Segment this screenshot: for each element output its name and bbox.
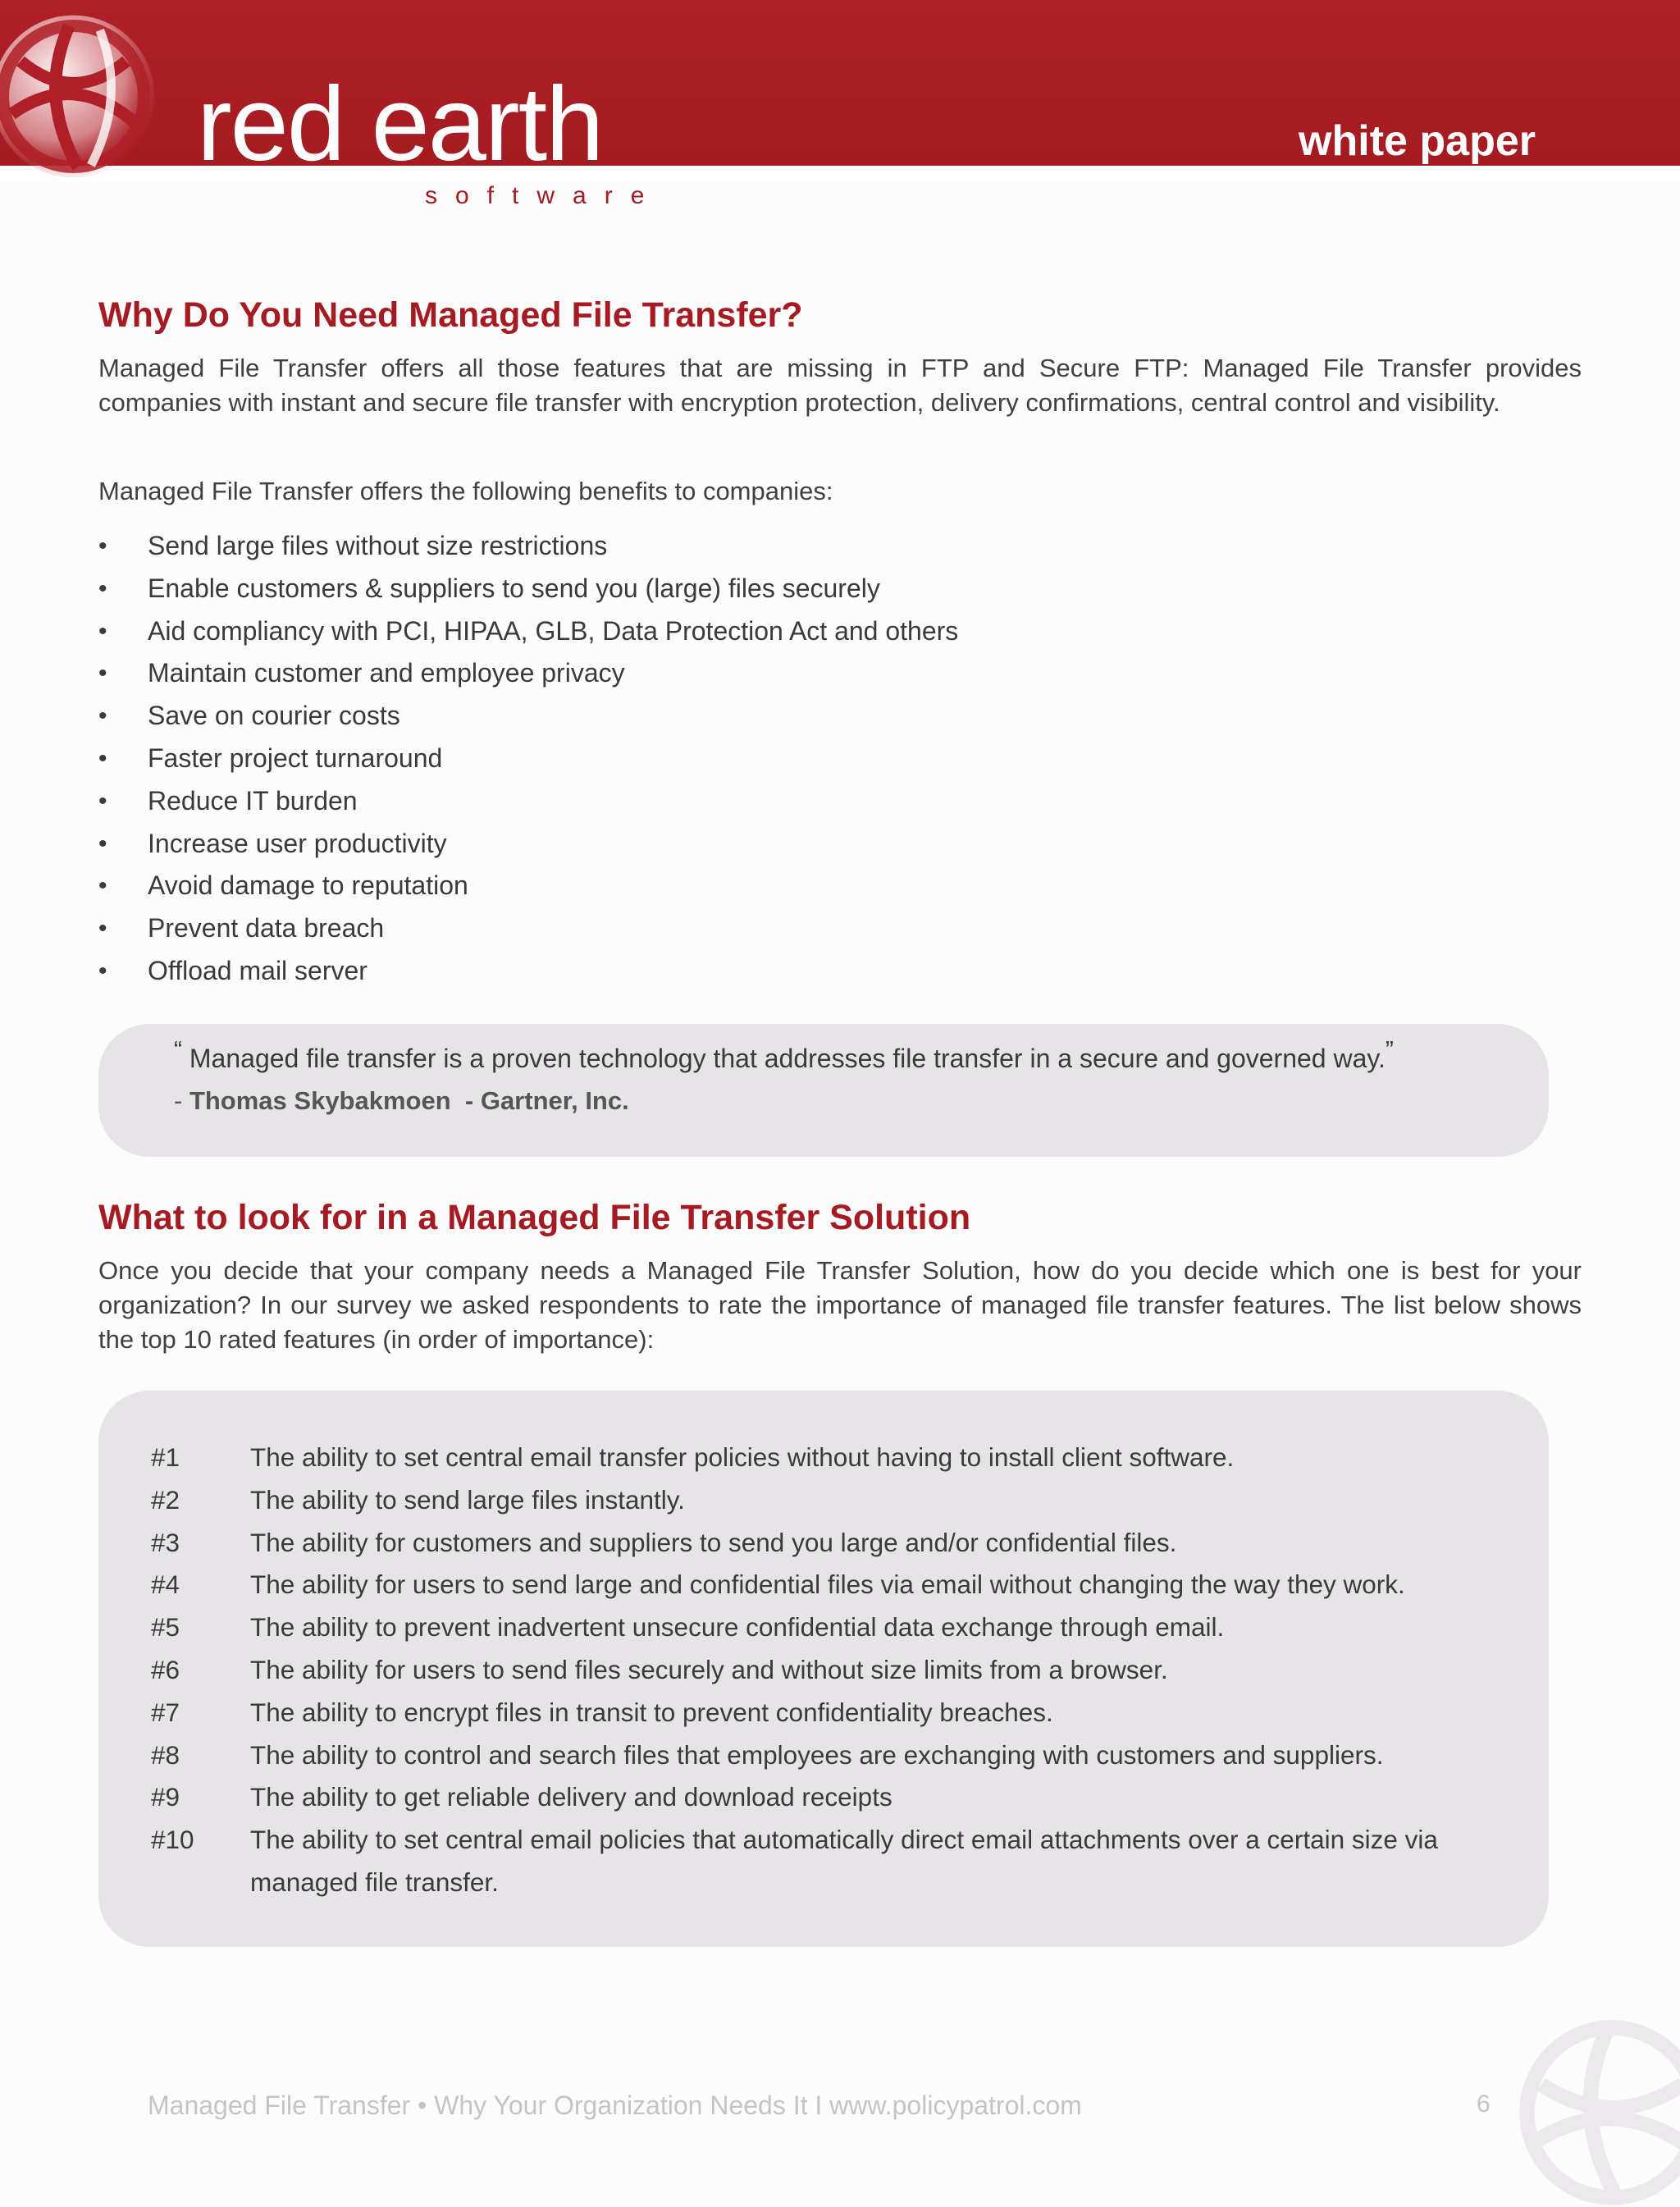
list-item: • Save on courier costs: [98, 695, 1247, 738]
feature-rank: #10: [151, 1819, 194, 1862]
feature-rank: #2: [151, 1479, 180, 1522]
list-item: • Send large files without size restrictions: [98, 525, 1247, 568]
quote-callout: [98, 1024, 1549, 1157]
bullet-icon: •: [98, 823, 107, 866]
list-item: [151, 1692, 1513, 1734]
section2-intro-paragraph: Once you decide that your company needs a Managed File Transfer Solution, how do you decide which one is best for your organization? In our survey we asked respondents to rate the importance of managed file transfer features. The list below shows the top 10 rated features (in order of importance):: [98, 1254, 1582, 1357]
footer-globe-watermark-icon: [1518, 2018, 1680, 2207]
bullet-icon: •: [98, 525, 107, 568]
feature-text: The ability to set central email transfer policies without having to install client software.: [250, 1437, 1513, 1479]
close-quote-mark: ”: [1386, 1036, 1394, 1063]
list-item: • Reduce IT burden: [98, 780, 1247, 823]
bullet-icon: •: [98, 652, 107, 695]
brand-name: red earth: [197, 72, 602, 177]
list-item: • Maintain customer and employee privacy: [98, 652, 1247, 695]
quote-attribution: - Thomas Skybakmoen - Gartner, Inc.: [174, 1086, 629, 1116]
list-item: • Avoid damage to reputation: [98, 865, 1247, 907]
feature-rank: #7: [151, 1692, 180, 1734]
benefits-intro-paragraph: Managed File Transfer offers the following benefits to companies:: [98, 474, 1582, 509]
bullet-icon: •: [98, 695, 107, 738]
quote-text: “ Managed file transfer is a proven technology that addresses file transfer in a secure and governed way.”: [174, 1044, 1394, 1074]
list-item: [151, 1437, 1513, 1479]
globe-logo-icon: [0, 8, 162, 185]
bullet-icon: •: [98, 780, 107, 823]
feature-rank: #6: [151, 1649, 180, 1692]
feature-text: The ability to set central email policies that automatically direct email attachments over a certain size via managed file transfer.: [250, 1819, 1464, 1904]
footer-text: Managed File Transfer • Why Your Organization Needs It I www.policypatrol.com: [148, 2090, 1082, 2121]
list-item: • Increase user productivity: [98, 823, 1247, 866]
list-item: • Enable customers & suppliers to send you (large) files securely: [98, 568, 1247, 610]
feature-text: The ability for customers and suppliers to send you large and/or confidential files.: [250, 1522, 1513, 1565]
feature-text: The ability to prevent inadvertent unsecure confidential data exchange through email.: [250, 1606, 1513, 1649]
feature-text: The ability to control and search files that employees are exchanging with customers and suppliers.: [250, 1734, 1513, 1777]
ranked-features-list: [151, 1437, 1513, 1904]
bullet-icon: •: [98, 907, 107, 950]
document-type-label: white paper: [1299, 117, 1536, 166]
brand-subtitle: software: [425, 182, 662, 210]
feature-rank: #3: [151, 1522, 180, 1565]
bullet-icon: •: [98, 950, 107, 993]
list-item: [151, 1606, 1513, 1649]
quote-author: Thomas Skybakmoen: [189, 1086, 451, 1115]
list-item: • Prevent data breach: [98, 907, 1247, 950]
list-item: [151, 1776, 1513, 1819]
quote-organization: - Gartner, Inc.: [465, 1086, 629, 1115]
feature-text: The ability for users to send files securely and without size limits from a browser.: [250, 1649, 1513, 1692]
feature-rank: #5: [151, 1606, 180, 1649]
section-heading-what-to-look-for: What to look for in a Managed File Transfer Solution: [98, 1198, 970, 1238]
feature-rank: #8: [151, 1734, 180, 1777]
bullet-icon: •: [98, 738, 107, 780]
features-callout: [98, 1391, 1549, 1947]
feature-rank: #4: [151, 1564, 180, 1606]
list-item: [151, 1479, 1513, 1522]
bullet-icon: •: [98, 568, 107, 610]
list-item: • Aid compliancy with PCI, HIPAA, GLB, Data Protection Act and others: [98, 610, 1247, 653]
open-quote-mark: “: [174, 1036, 182, 1063]
benefits-list: [98, 525, 1247, 993]
page-number: 6: [1477, 2090, 1491, 2118]
bullet-icon: •: [98, 865, 107, 907]
list-item: [151, 1564, 1513, 1606]
list-item: [151, 1734, 1513, 1777]
list-item: • Faster project turnaround: [98, 738, 1247, 780]
feature-text: The ability to get reliable delivery and download receipts: [250, 1776, 1513, 1819]
feature-text: The ability to encrypt files in transit to prevent confidentiality breaches.: [250, 1692, 1513, 1734]
feature-rank: #1: [151, 1437, 180, 1479]
feature-text: The ability to send large files instantly.: [250, 1479, 1513, 1522]
list-item: [151, 1819, 1513, 1904]
feature-rank: #9: [151, 1776, 180, 1819]
feature-text: The ability for users to send large and confidential files via email without changing the way they work.: [250, 1564, 1513, 1606]
list-item: [151, 1649, 1513, 1692]
bullet-icon: •: [98, 610, 107, 653]
section-heading-why: Why Do You Need Managed File Transfer?: [98, 295, 803, 336]
section-intro-paragraph: Managed File Transfer offers all those features that are missing in FTP and Secure FTP: Managed File Transfer provides companies with instant and secure file transfer with encryption protection, delivery confirmations, central control and visibility.: [98, 351, 1582, 420]
list-item: [151, 1522, 1513, 1565]
list-item: • Offload mail server: [98, 950, 1247, 993]
